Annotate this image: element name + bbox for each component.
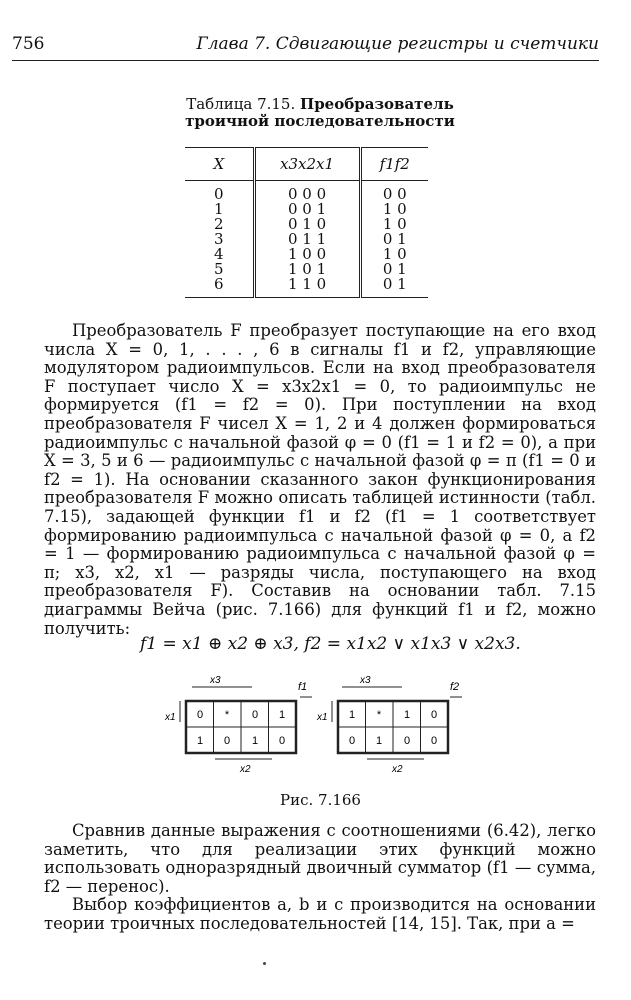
- table-row: 3 0 1 1 0 1: [214, 230, 407, 248]
- header-rule: [12, 60, 599, 61]
- kmap-cell: 1: [278, 709, 286, 721]
- kmap-cell: 1: [375, 735, 383, 747]
- kmap-f2-x3-label: x3: [360, 675, 371, 686]
- body-paragraph-1: Преобразователь F преобразует поступающие на его вход числа X = 0, 1, . . . , 6 в сигналы f1 и f2, управляющие модулятором радиоимпульсов. Если на вход преобразователя F поступает число X = x3x2x1 = 0, то радиоимпульс не формируется (f1 = f2 = 0). При поступлении на вход преобразователя F чисел X = 1, 2 и 4 должен формироваться радиоимпульс с начальной фазой φ = 0 (f1 = 1 и f2 = 0), а при X = 3, 5 и 6 — радиоимпульс с начальной фазой φ = π (f1 = 0 и f2 = 1). На основании сказанного закон функционирования преобразователя F можно описать таблицей истинности (табл. 7.15), задающей функции f1 и f2 (f1 = 1 соответствует формированию радиоимпульса с начальной фазой φ = 0, а f2 = 1 — формированию радиоимпульса с начальной фазой φ = π; x3, x2, x1 — разряды числа, поступающего на вход преобразователя F). Составив на основании табл. 7.15 диаграммы Вейча (рис. 7.166) для функций f1 и f2, можно получить:: [44, 321, 596, 638]
- table-header-x: X: [185, 148, 254, 181]
- kmap-f2-x2-label: x2: [392, 764, 403, 775]
- table-row: 1 0 0 1 1 0: [214, 200, 407, 218]
- table-row: 6 1 1 0 0 1: [185, 277, 428, 298]
- kmap-cell: 1: [251, 735, 259, 747]
- kmap-cell: 0: [223, 735, 231, 747]
- kmap-f1: [164, 675, 312, 775]
- kmap-cell: 0: [196, 709, 204, 721]
- kmap-cell: 0: [403, 735, 411, 747]
- kmap-cell: 0: [430, 709, 438, 721]
- page-header: [12, 34, 599, 56]
- truth-table: [185, 147, 428, 298]
- page-number: 756: [12, 34, 45, 54]
- table-header-f1f2: f1f2: [360, 148, 428, 181]
- table-caption-prefix: Таблица 7.15.: [186, 95, 296, 113]
- kmap-cell: 0: [348, 735, 356, 747]
- kmap-f1-func-label: f1: [298, 681, 308, 693]
- kmap-f1-x2-label: x2: [240, 764, 251, 775]
- veitch-diagrams: [160, 670, 470, 790]
- figure-caption: Рис. 7.166: [280, 791, 361, 809]
- table-row: 5 1 0 1 0 1: [214, 260, 407, 278]
- kmap-f1-x3-label: x3: [210, 675, 221, 686]
- kmap-f2-func-label: f2: [450, 681, 460, 693]
- table-header-x3x2x1: x3x2x1: [254, 148, 360, 181]
- kmap-cell: 0: [251, 709, 259, 721]
- chapter-title: Глава 7. Сдвигающие регистры и счетчики: [196, 34, 599, 54]
- kmap-cell: 1: [348, 709, 356, 721]
- kmap-cell: *: [224, 709, 230, 721]
- table-row: 0 0 0 0 0 0: [185, 181, 428, 203]
- table-caption: [150, 96, 490, 130]
- body-paragraph-3: Выбор коэффициентов a, b и c производится на основании теории троичных последовательностей [14, 15]. Так, при a =: [44, 895, 596, 933]
- formula: f1 = x1 ⊕ x2 ⊕ x3, f2 = x1x2 ∨ x1x3 ∨ x2x3.: [140, 634, 521, 654]
- kmap-cell: 1: [196, 735, 204, 747]
- kmap-cell: 0: [430, 735, 438, 747]
- page-speck: [263, 962, 266, 965]
- table-row: 2 0 1 0 1 0: [214, 215, 407, 233]
- kmap-cell: 1: [403, 709, 411, 721]
- body-paragraph-2: Сравнив данные выражения с соотношениями (6.42), легко заметить, что для реализации этих функций можно использовать одноразрядный двоичный сумматор (f1 — сумма, f2 — перенос).: [44, 821, 596, 896]
- table-caption-title: Преобразователь троичной последовательности: [185, 95, 455, 130]
- kmap-f1-x1-label: x1: [165, 712, 176, 723]
- kmap-f2-x1-label: x1: [317, 712, 328, 723]
- table-row: 4 1 0 0 1 0: [214, 245, 407, 263]
- kmap-f2: [316, 675, 462, 775]
- kmap-cell: *: [376, 709, 382, 721]
- kmap-cell: 0: [278, 735, 286, 747]
